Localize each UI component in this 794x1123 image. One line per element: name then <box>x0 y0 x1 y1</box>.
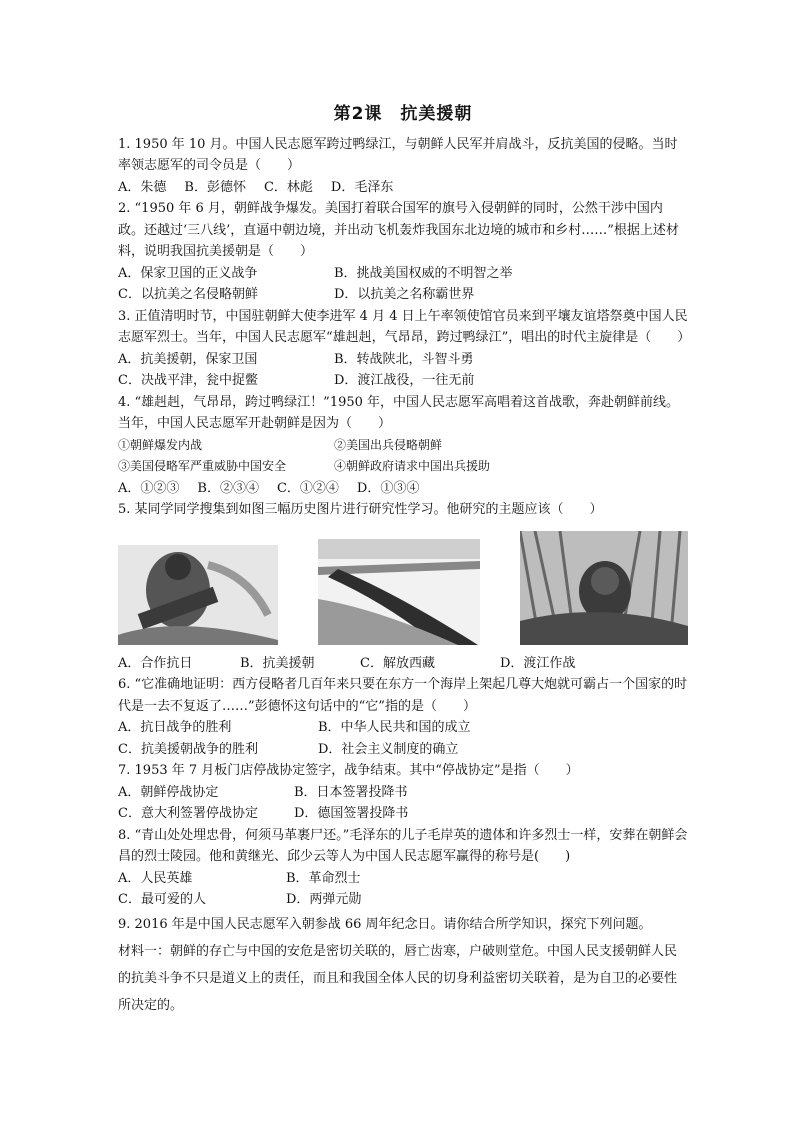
option-d: D．渡江作战 <box>500 655 576 671</box>
statement-2: ②美国出兵侵略朝鲜 <box>334 437 443 452</box>
page-title: 第2课 抗美援朝 <box>333 104 473 124</box>
question-4 <box>118 392 688 500</box>
option-d: D．德国签署投降书 <box>294 806 409 821</box>
question-stem: 2. “1950 年 6 月，朝鲜战争爆发。美国打着联合国军的旗号入侵朝鲜的同时，公然干涉中国内政。还越过‘三八线’，直逼中朝边境，并出动飞机轰炸我国东北边境的城市和乡村……”根据上述材料，说明我国抗美援朝是（ ） <box>118 201 679 259</box>
option-c: C．决战平津，瓮中捉鳖 <box>118 373 258 388</box>
option-a: A．①②③ <box>118 480 180 496</box>
question-stem: 8. “青山处处埋忠骨，何须马革裹尸还。”毛泽东的儿子毛岸英的遗体和许多烈士一样，安葬在朝鲜会昌的烈士陵园。他和黄继光、邱少云等人为中国人民志愿军赢得的称号是( ) <box>118 827 688 864</box>
option-a: A．人民英雄 <box>118 870 193 886</box>
question-3 <box>118 306 691 392</box>
options <box>118 868 688 911</box>
options <box>118 478 688 500</box>
question-stem: 3. 正值清明时节，中国驻朝鲜大使李进军 4 月 4 日上午率领使馆官员来到平壤友谊塔祭奠中国人民志愿军烈士。当年，中国人民志愿军“雄赳赳，气昂昂，跨过鸭绿江”，唱出的时代主旋律是（ ） <box>118 308 691 345</box>
option-b: B．挑战美国权威的不明智之举 <box>334 265 513 281</box>
option-d: D．社会主义制度的确立 <box>318 741 459 757</box>
option-c: C．①②④ <box>276 480 339 496</box>
question-6 <box>118 674 688 760</box>
statement-3: ③美国侵略军严重威胁中国安全 <box>118 459 287 473</box>
question-stem: 5. 某同学同学搜集到如图三幅历史图片进行研究性学习。他研究的主题应该（ ） <box>118 502 603 517</box>
question-2 <box>118 198 688 306</box>
option-b: B．日本签署投降书 <box>294 784 408 800</box>
material-one: 材料一：朝鲜的存亡与中国的安危是密切关联的，唇亡齿寒，户破则堂危。中国人民支援朝鲜人民的抗美斗争不只是道义上的责任，而且和我国全体人民的切身利益密切关联着，是为自卫的必要性所决定的。 <box>118 943 678 1013</box>
statements <box>118 435 688 478</box>
question-stem: 1. 1950 年 10 月。中国人民志愿军跨过鸭绿江，与朝鲜人民军并肩战斗，反抗美国的侵略。当时率领志愿军的司令员是（ ） <box>118 136 678 173</box>
option-b: B．中华人民共和国的成立 <box>318 720 471 735</box>
options <box>118 653 688 675</box>
option-b: B．抗美援朝 <box>240 655 315 671</box>
option-b: B．革命烈士 <box>286 870 361 886</box>
option-c: C．解放西藏 <box>360 655 435 671</box>
options <box>118 177 688 199</box>
question-stem: 7. 1953 年 7 月板门店停战协定签字，战争结束。其中“停战协定”是指（ ） <box>118 763 579 778</box>
question-stem: 9. 2016 年是中国人民志愿军入朝参战 66 周年纪念日。请你结合所学知识，探究下列问题。 <box>118 916 652 932</box>
option-d: D．渡江战役，一往无前 <box>334 373 475 388</box>
question-7 <box>118 760 688 825</box>
option-d: D．毛泽东 <box>330 179 394 195</box>
option-d: D．①③④ <box>356 480 420 496</box>
statement-1: ①朝鲜爆发内战 <box>118 437 203 452</box>
question-5 <box>118 499 688 674</box>
photo-soldier-charging <box>118 545 278 645</box>
statement-4: ④朝鲜政府请求中国出兵援助 <box>334 459 491 473</box>
option-a: A．合作抗日 <box>118 655 193 671</box>
options <box>118 349 688 392</box>
option-c: C．林彪 <box>263 179 313 195</box>
question-1 <box>118 134 688 199</box>
option-b: B．转战陕北，斗智斗勇 <box>334 351 474 367</box>
option-c: C．抗美援朝战争的胜利 <box>118 741 258 757</box>
history-photos <box>118 527 688 645</box>
option-a: A．保家卫国的正义战争 <box>118 265 258 281</box>
question-8 <box>118 825 688 911</box>
option-c: C．最可爱的人 <box>118 892 206 907</box>
options <box>118 263 688 306</box>
worksheet <box>118 100 691 1019</box>
option-a: A．抗美援朝，保家卫国 <box>118 351 258 367</box>
photo-soldier-in-grass <box>520 531 688 645</box>
option-b: B．彭德怀 <box>184 179 246 195</box>
option-c: C．以抗美之名侵略朝鲜 <box>118 287 258 302</box>
option-a: A．朱德 <box>118 179 167 195</box>
option-c: C．意大利签署停战协定 <box>118 806 258 821</box>
options <box>118 717 688 760</box>
option-d: D．以抗美之名称霸世界 <box>334 287 475 302</box>
photo-troops-crossing-bridge <box>318 539 480 645</box>
options <box>118 782 688 825</box>
option-a: A．抗日战争的胜利 <box>118 720 232 735</box>
option-a: A．朝鲜停战协定 <box>118 784 219 800</box>
option-b: B．②③④ <box>197 480 259 496</box>
option-d: D．两弹元勋 <box>286 892 362 907</box>
question-stem: 4. “雄赳赳，气昂昂，跨过鸭绿江！”1950 年，中国人民志愿军高唱着这首战歌，奔赴朝鲜前线。当年，中国人民志愿军开赴朝鲜是因为（ ） <box>118 394 680 431</box>
question-stem: 6. “它准确地证明：西方侵略者几百年来只要在东方一个海岸上架起几尊大炮就可霸占一个国家的时代是一去不复返了……”彭德怀这句话中的“它”指的是（ ） <box>118 677 688 714</box>
question-9 <box>118 911 688 1019</box>
